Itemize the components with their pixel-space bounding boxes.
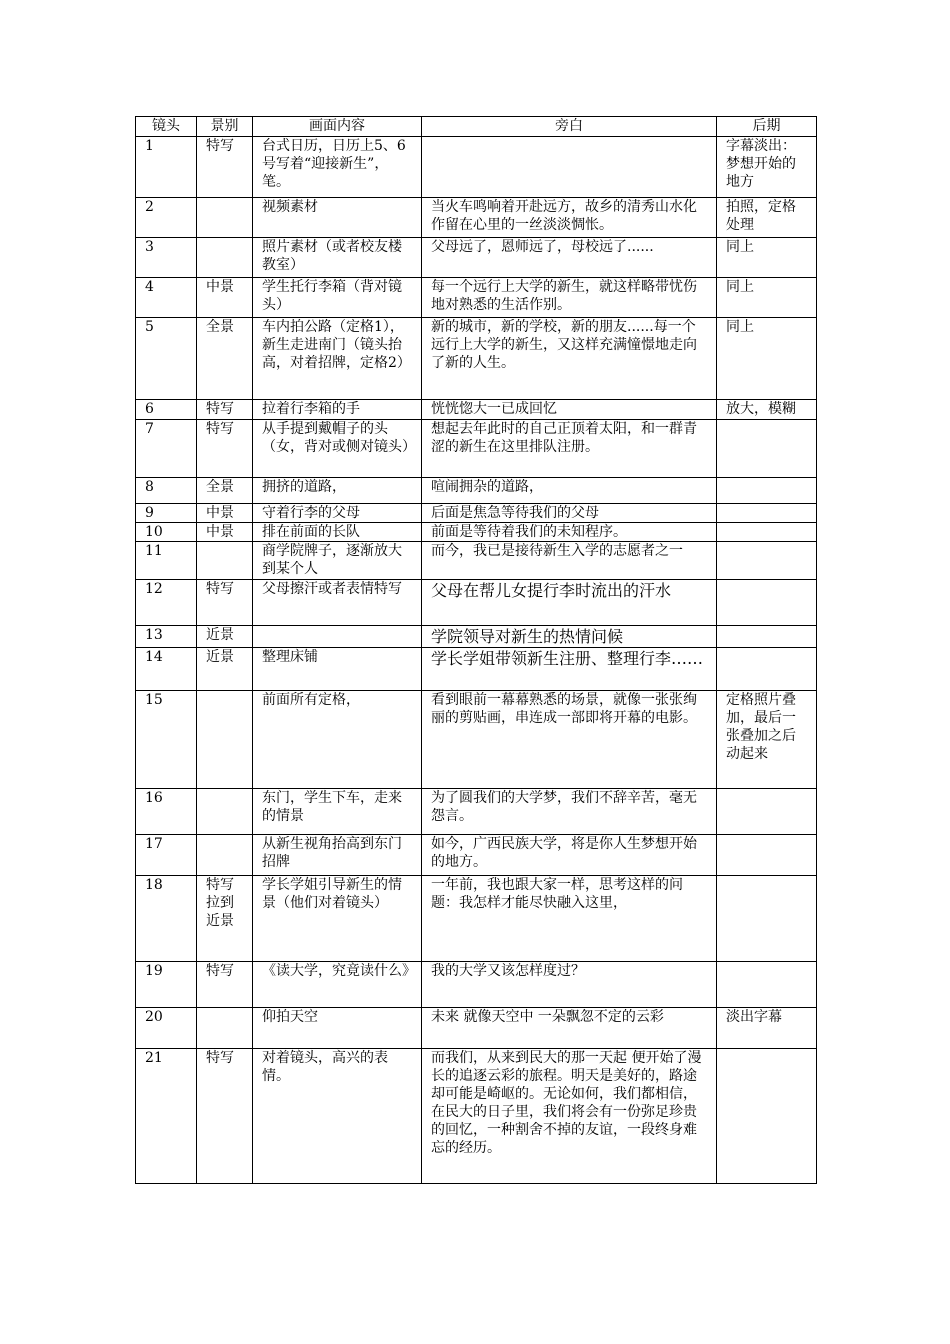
table-row — [136, 318, 817, 400]
cell-post — [717, 835, 817, 876]
cell-no: 21 — [136, 1049, 197, 1184]
cell-narration: 我的大学又该怎样度过？ — [422, 962, 717, 1008]
storyboard-table — [135, 116, 817, 1184]
header-post: 后期 — [717, 117, 817, 137]
cell-post — [717, 478, 817, 504]
cell-narration: 父母在帮儿女提行李时流出的汗水 — [422, 580, 717, 626]
cell-post — [717, 876, 817, 962]
cell-content: 商学院牌子，逐渐放大到某个人 — [253, 542, 422, 580]
cell-narration: 学院领导对新生的热情问候 — [422, 626, 717, 648]
cell-content: 照片素材（或者校友楼教室） — [253, 238, 422, 278]
cell-scale: 全景 — [197, 318, 253, 400]
cell-no: 17 — [136, 835, 197, 876]
table-row — [136, 691, 817, 789]
table-row — [136, 400, 817, 420]
cell-narration: 未来 就像天空中 一朵飘忽不定的云彩 — [422, 1008, 717, 1049]
cell-content: 拉着行李箱的手 — [253, 400, 422, 420]
cell-content: 学长学姐引导新生的情景（他们对着镜头） — [253, 876, 422, 962]
cell-narration: 前面是等待着我们的未知程序。 — [422, 523, 717, 542]
cell-no: 9 — [136, 504, 197, 523]
table-row — [136, 626, 817, 648]
cell-no: 18 — [136, 876, 197, 962]
cell-narration: 当火车鸣响着开赴远方，故乡的清秀山水化作留在心里的一丝淡淡惆怅。 — [422, 198, 717, 238]
header-narration: 旁白 — [422, 117, 717, 137]
cell-no: 1 — [136, 137, 197, 198]
cell-narration: 学长学姐带领新生注册、整理行李…… — [422, 648, 717, 691]
cell-scale: 特写 — [197, 400, 253, 420]
cell-scale — [197, 1008, 253, 1049]
cell-scale: 特写 — [197, 580, 253, 626]
cell-narration: 后面是焦急等待我们的父母 — [422, 504, 717, 523]
cell-no: 4 — [136, 278, 197, 318]
table-row — [136, 198, 817, 238]
table-row — [136, 789, 817, 835]
cell-scale: 特写拉到近景 — [197, 876, 253, 962]
cell-no: 10 — [136, 523, 197, 542]
cell-post — [717, 626, 817, 648]
cell-no: 7 — [136, 420, 197, 478]
cell-post — [717, 648, 817, 691]
table-row — [136, 523, 817, 542]
cell-narration: 想起去年此时的自己正顶着太阳，和一群青涩的新生在这里排队注册。 — [422, 420, 717, 478]
header-row — [136, 117, 817, 137]
cell-content: 守着行李的父母 — [253, 504, 422, 523]
cell-scale — [197, 198, 253, 238]
cell-no: 14 — [136, 648, 197, 691]
cell-content — [253, 626, 422, 648]
cell-narration: 如今，广西民族大学，将是你人生梦想开始的地方。 — [422, 835, 717, 876]
cell-no: 16 — [136, 789, 197, 835]
cell-no: 11 — [136, 542, 197, 580]
cell-narration: 恍恍惚大一已成回忆 — [422, 400, 717, 420]
cell-scale: 特写 — [197, 1049, 253, 1184]
cell-narration: 看到眼前一幕幕熟悉的场景，就像一张张绚丽的剪贴画，串连成一部即将开幕的电影。 — [422, 691, 717, 789]
header-shot: 镜头 — [136, 117, 197, 137]
cell-post — [717, 542, 817, 580]
table-row — [136, 1008, 817, 1049]
cell-post — [717, 1049, 817, 1184]
cell-content: 拥挤的道路， — [253, 478, 422, 504]
cell-post: 拍照，定格处理 — [717, 198, 817, 238]
cell-no: 20 — [136, 1008, 197, 1049]
cell-no: 19 — [136, 962, 197, 1008]
cell-scale: 全景 — [197, 478, 253, 504]
cell-content: 排在前面的长队 — [253, 523, 422, 542]
cell-scale — [197, 691, 253, 789]
cell-post: 同上 — [717, 318, 817, 400]
cell-narration: 为了圆我们的大学梦，我们不辞辛苦，毫无怨言。 — [422, 789, 717, 835]
table-row — [136, 542, 817, 580]
cell-no: 12 — [136, 580, 197, 626]
header-scale: 景别 — [197, 117, 253, 137]
cell-post: 字幕淡出：梦想开始的地方 — [717, 137, 817, 198]
cell-post — [717, 789, 817, 835]
cell-post — [717, 504, 817, 523]
cell-narration: 每一个远行上大学的新生，就这样略带忧伤地对熟悉的生活作别。 — [422, 278, 717, 318]
table-row — [136, 278, 817, 318]
cell-narration: 而我们，从来到民大的那一天起 便开始了漫长的追逐云彩的旅程。明天是美好的，路途却可能是崎岖的。无论如何，我们都相信，在民大的日子里，我们将会有一份弥足珍贵的回忆，一种割舍不掉的友谊，一段终身难忘的经历。 — [422, 1049, 717, 1184]
cell-content: 从新生视角抬高到东门招牌 — [253, 835, 422, 876]
cell-content: 对着镜头，高兴的表情。 — [253, 1049, 422, 1184]
cell-narration: 父母远了，恩师远了，母校远了...... — [422, 238, 717, 278]
cell-post — [717, 962, 817, 1008]
cell-narration: 一年前，我也跟大家一样，思考这样的问题：我怎样才能尽快融入这里， — [422, 876, 717, 962]
cell-content: 学生托行李箱（背对镜头） — [253, 278, 422, 318]
cell-narration: 而今，我已是接待新生入学的志愿者之一 — [422, 542, 717, 580]
cell-no: 15 — [136, 691, 197, 789]
cell-no: 13 — [136, 626, 197, 648]
cell-scale: 特写 — [197, 962, 253, 1008]
cell-no: 2 — [136, 198, 197, 238]
cell-no: 5 — [136, 318, 197, 400]
cell-post — [717, 580, 817, 626]
cell-scale: 中景 — [197, 278, 253, 318]
cell-post — [717, 420, 817, 478]
cell-no: 3 — [136, 238, 197, 278]
cell-narration: 新的城市，新的学校，新的朋友......每一个远行上大学的新生，又这样充满憧憬地走向了新的人生。 — [422, 318, 717, 400]
cell-scale: 中景 — [197, 504, 253, 523]
cell-content: 车内拍公路（定格1），新生走进南门（镜头抬高，对着招牌，定格2） — [253, 318, 422, 400]
table-row — [136, 835, 817, 876]
cell-post: 放大，模糊 — [717, 400, 817, 420]
cell-scale: 特写 — [197, 420, 253, 478]
cell-narration: 喧闹拥杂的道路， — [422, 478, 717, 504]
table-row — [136, 962, 817, 1008]
cell-scale — [197, 835, 253, 876]
cell-content: 仰拍天空 — [253, 1008, 422, 1049]
table-row — [136, 137, 817, 198]
cell-post: 定格照片叠加，最后一张叠加之后动起来 — [717, 691, 817, 789]
cell-scale: 近景 — [197, 626, 253, 648]
cell-content: 视频素材 — [253, 198, 422, 238]
table-row — [136, 420, 817, 478]
table-row — [136, 238, 817, 278]
table-row — [136, 648, 817, 691]
cell-post: 淡出字幕 — [717, 1008, 817, 1049]
table-row — [136, 478, 817, 504]
cell-post: 同上 — [717, 278, 817, 318]
cell-content: 台式日历，日历上5、6号写着“迎接新生”，笔。 — [253, 137, 422, 198]
cell-no: 8 — [136, 478, 197, 504]
cell-scale — [197, 542, 253, 580]
table-row — [136, 504, 817, 523]
cell-content: 从手提到戴帽子的头（女，背对或侧对镜头） — [253, 420, 422, 478]
cell-content: 整理床铺 — [253, 648, 422, 691]
cell-content: 父母擦汗或者表情特写 — [253, 580, 422, 626]
header-content: 画面内容 — [253, 117, 422, 137]
cell-content: 《读大学，究竟读什么》 — [253, 962, 422, 1008]
cell-content: 东门，学生下车，走来的情景 — [253, 789, 422, 835]
cell-scale: 近景 — [197, 648, 253, 691]
cell-post: 同上 — [717, 238, 817, 278]
cell-narration — [422, 137, 717, 198]
cell-scale: 中景 — [197, 523, 253, 542]
table-row — [136, 580, 817, 626]
cell-no: 6 — [136, 400, 197, 420]
cell-scale — [197, 789, 253, 835]
cell-scale — [197, 238, 253, 278]
table-row — [136, 876, 817, 962]
cell-post — [717, 523, 817, 542]
table-row — [136, 1049, 817, 1184]
cell-content: 前面所有定格， — [253, 691, 422, 789]
cell-scale: 特写 — [197, 137, 253, 198]
